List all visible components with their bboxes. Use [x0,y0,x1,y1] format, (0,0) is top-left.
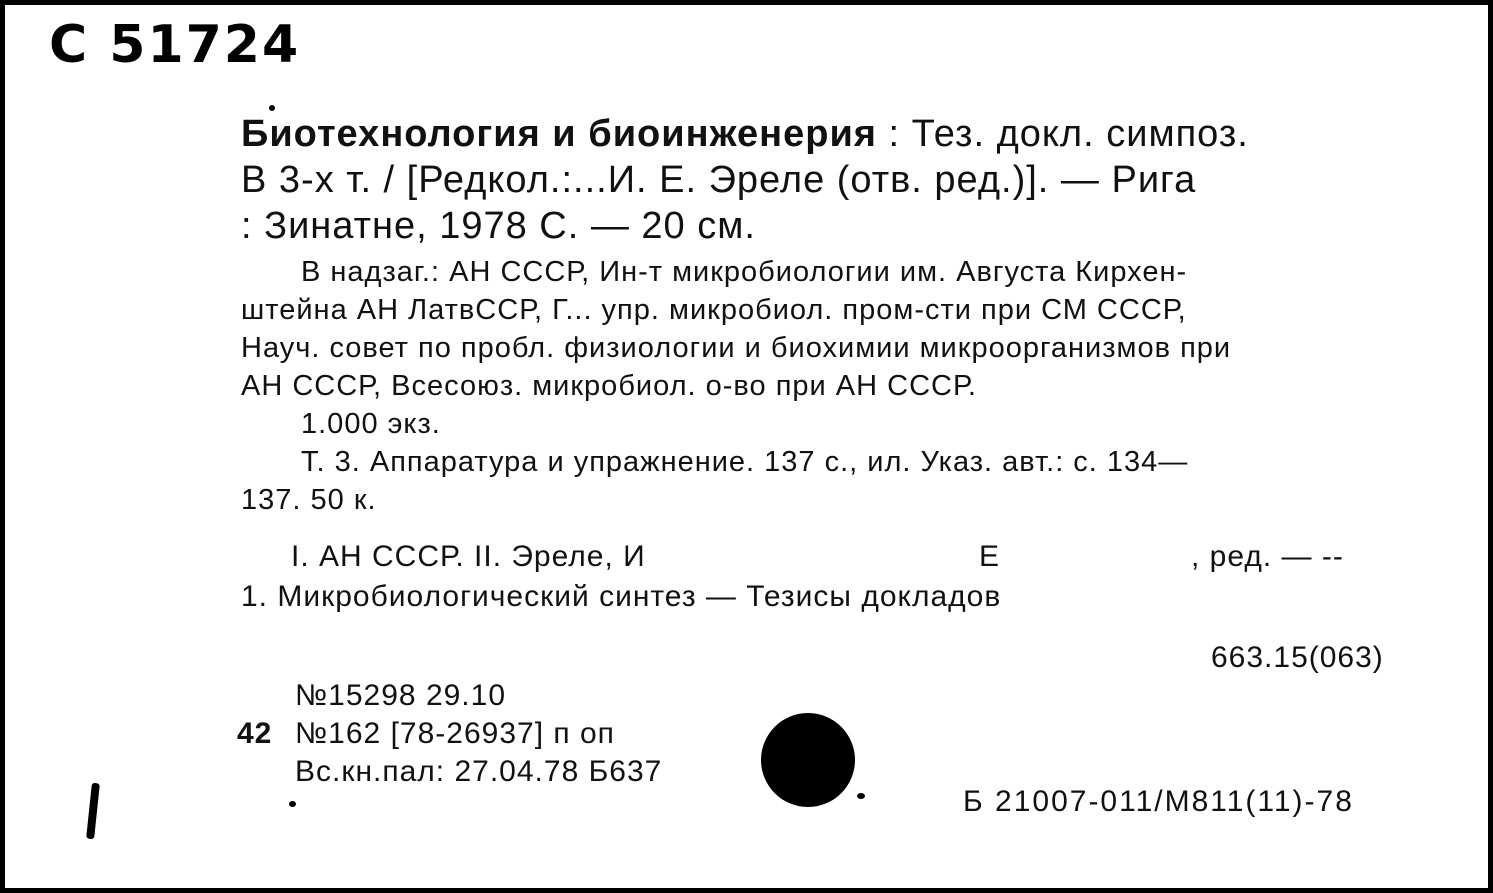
pubinfo-line-2-text: №162 [78-26937] п оп [295,717,615,750]
pubinfo-number: 42 [237,717,273,750]
note-line-3: Науч. совет по пробл. физиологии и биохимии микроорганизмов при [241,332,1232,364]
tracing-block [241,537,1411,617]
publication-info [237,677,662,791]
pen-mark [86,783,100,840]
volume-line-1: Т. 3. Аппаратура и упражнение. 137 с., ил. Указ. авт.: с. 134— [301,446,1189,478]
title-block [241,111,1411,249]
udc-code: 663.15(063) [1211,641,1384,674]
title-main: Биотехнология и биоинженерия [241,113,877,155]
copies-line: 1.000 экз. [301,408,441,440]
tracing-entry-b: Е [979,540,1001,573]
pubinfo-line-1: №15298 29.10 [295,679,507,712]
card-number-stamp: C 51724 [49,15,301,75]
tracing-entry-a: I. АН СССР. II. Эреле, И [291,540,646,573]
ink-speck [269,105,275,111]
title-line-2: В 3-х т. / [Редкол.:...И. Е. Эреле (отв. ред.)]. — Рига [241,159,1197,201]
note-line-4: АН СССР, Всесоюз. микробиол. о-во при АН СССР. [241,370,977,402]
title-line-3: : Зинатне, 1978 С. — 20 см. [241,205,756,247]
title-line-1 [241,111,1411,157]
ink-speck [857,793,865,799]
punch-hole [761,713,855,807]
tracing-entry-c: , ред. — -- [1191,540,1344,573]
pubinfo-line-2 [237,715,662,753]
tracing-line-1 [241,537,1411,577]
note-line-2: штейна АН ЛатвССР, Г... упр. микробиол. пром-сти при СМ СССР, [241,294,1187,326]
ink-speck [289,801,296,807]
notes-block [241,253,1411,519]
bbk-code: Б 21007-011/М811(11)-78 [963,785,1354,818]
note-line-1: В надзаг.: АН СССР, Ин-т микробиологии им. Августа Кирхен- [301,256,1188,288]
title-subtitle: : Тез. докл. симпоз. [876,113,1249,155]
pubinfo-line-3: Вс.кн.пал: 27.04.78 Б637 [295,755,663,788]
volume-line-2: 137. 50 к. [241,484,377,516]
tracing-line-2: 1. Микробиологический синтез — Тезисы докладов [241,580,1002,613]
